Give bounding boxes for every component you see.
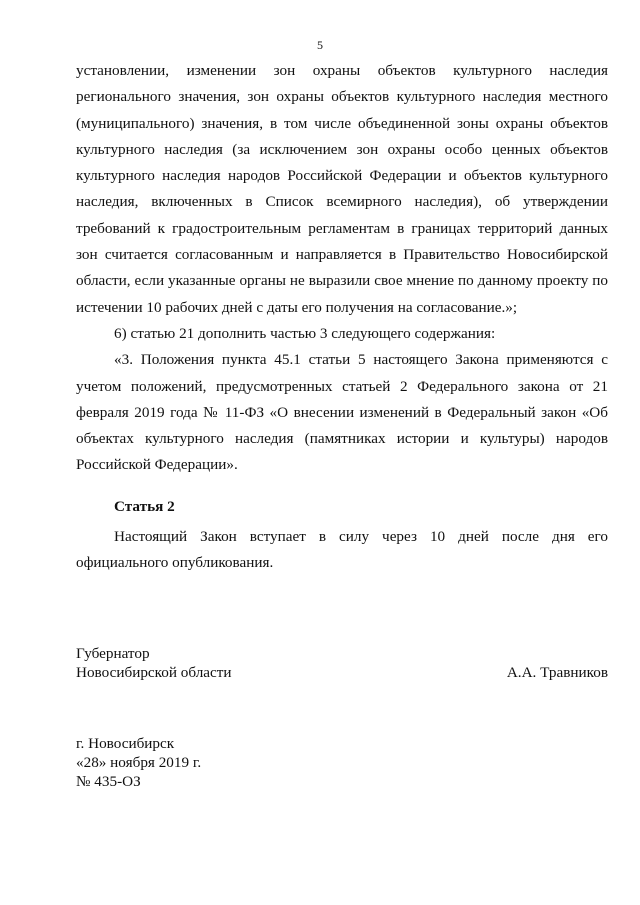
footer-city: г. Новосибирск xyxy=(76,735,175,752)
page-number: 5 xyxy=(317,38,323,52)
article-2-heading: Статья 2 xyxy=(114,498,175,515)
footer-number: № 435-ОЗ xyxy=(76,773,141,790)
amendment-item-6: 6) статью 21 дополнить частью 3 следующего содержания: xyxy=(114,324,496,342)
signature-position-line2: Новосибирской области xyxy=(76,664,232,681)
signature-row xyxy=(76,663,608,682)
article-2-body xyxy=(76,524,608,577)
signature-block xyxy=(76,644,608,682)
footer-date: «28» ноября 2019 г. xyxy=(76,754,202,771)
continuation-paragraph: установлении, изменении зон охраны объектов культурного наследия регионального значения, зон охраны объектов культурного наследия местного (муниципального) значения, в том числе объединенной зоны охраны объектов культурного наследия (за исключением зон охраны особо ценных объектов культурного наследия народов Российской Федерации и объектов культурного наследия, включенных в Список всемирного наследия), об утверждении требований к градостроительным регламентам в границах территорий данных зон считается согласованным и направляется в Правительство Новосибирской области, если указанные органы не выразили свое мнение по данному проекту по истечении 10 рабочих дней с даты его получения на согласование.»; xyxy=(76,62,608,316)
document-footer xyxy=(76,734,201,791)
amendment-part-3: «3. Положения пункта 45.1 статьи 5 настоящего Закона применяются с учетом положений, предусмотренных статьей 2 Федерального закона от 21 февраля 2019 года № 11-ФЗ «О внесении изменений в Федеральный закон «Об объектах культурного наследия (памятниках истории и культуры) народов Российской Федерации». xyxy=(76,351,608,474)
signature-name: А.А. Травников xyxy=(506,664,608,681)
article-2-text: Настоящий Закон вступает в силу через 10 дней после дня его официального опубликования. xyxy=(76,528,608,572)
signature-position-line1: Губернатор xyxy=(76,645,150,662)
main-text-block xyxy=(76,58,608,479)
